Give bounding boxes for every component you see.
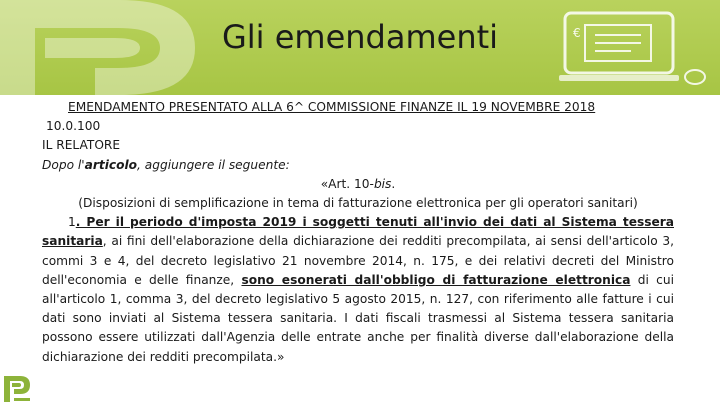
article-paragraph: 1. Per il periodo d'imposta 2019 i soggetti tenuti all'invio dei dati al Sistema tessera sanitaria, ai fini dell'elaborazione della dichiarazione dei redditi precompilata, ai sensi dell'articolo 3, commi 3 e 4, del decreto legislativo 21 novembre 2014, n. 175, e dei relativi decreti del Ministro dell'economia e delle finanze, sono esonerati dall'obbligo di fatturazione elettronica di cui all'articolo 1, comma 3, del decreto legislativo 5 agosto 2015, n. 127, con riferimento alle fatture i cui dati sono inviati al Sistema tessera sanitaria. I dati fiscali trasmessi al Sistema tessera sanitaria possono essere utilizzati dall'Agenzia delle entrate anche per finalità diverse dall'elaborazione della dichiarazione dei redditi precompilata.» (42, 215, 674, 364)
amendment-author: IL RELATORE (42, 138, 121, 153)
svg-text:€: € (573, 26, 581, 40)
article-subtitle: (Disposizioni di semplificazione in tema di fatturazione elettronica per gli operatori sanitari) (78, 196, 638, 211)
header-banner (0, 0, 720, 95)
article-heading: «Art. 10-bis. (320, 176, 396, 191)
amendment-heading: EMENDAMENTO PRESENTATO ALLA 6^ COMMISSIONE FINANZE IL 19 NOVEMBRE 2018 (68, 100, 596, 114)
amendment-text (42, 98, 674, 367)
amendment-code: 10.0.100 (46, 119, 101, 134)
footer-logo-icon (2, 374, 36, 404)
amendment-intro: Dopo l'articolo, aggiungere il seguente: (42, 157, 290, 172)
slide-title: Gli emendamenti (221, 18, 499, 56)
